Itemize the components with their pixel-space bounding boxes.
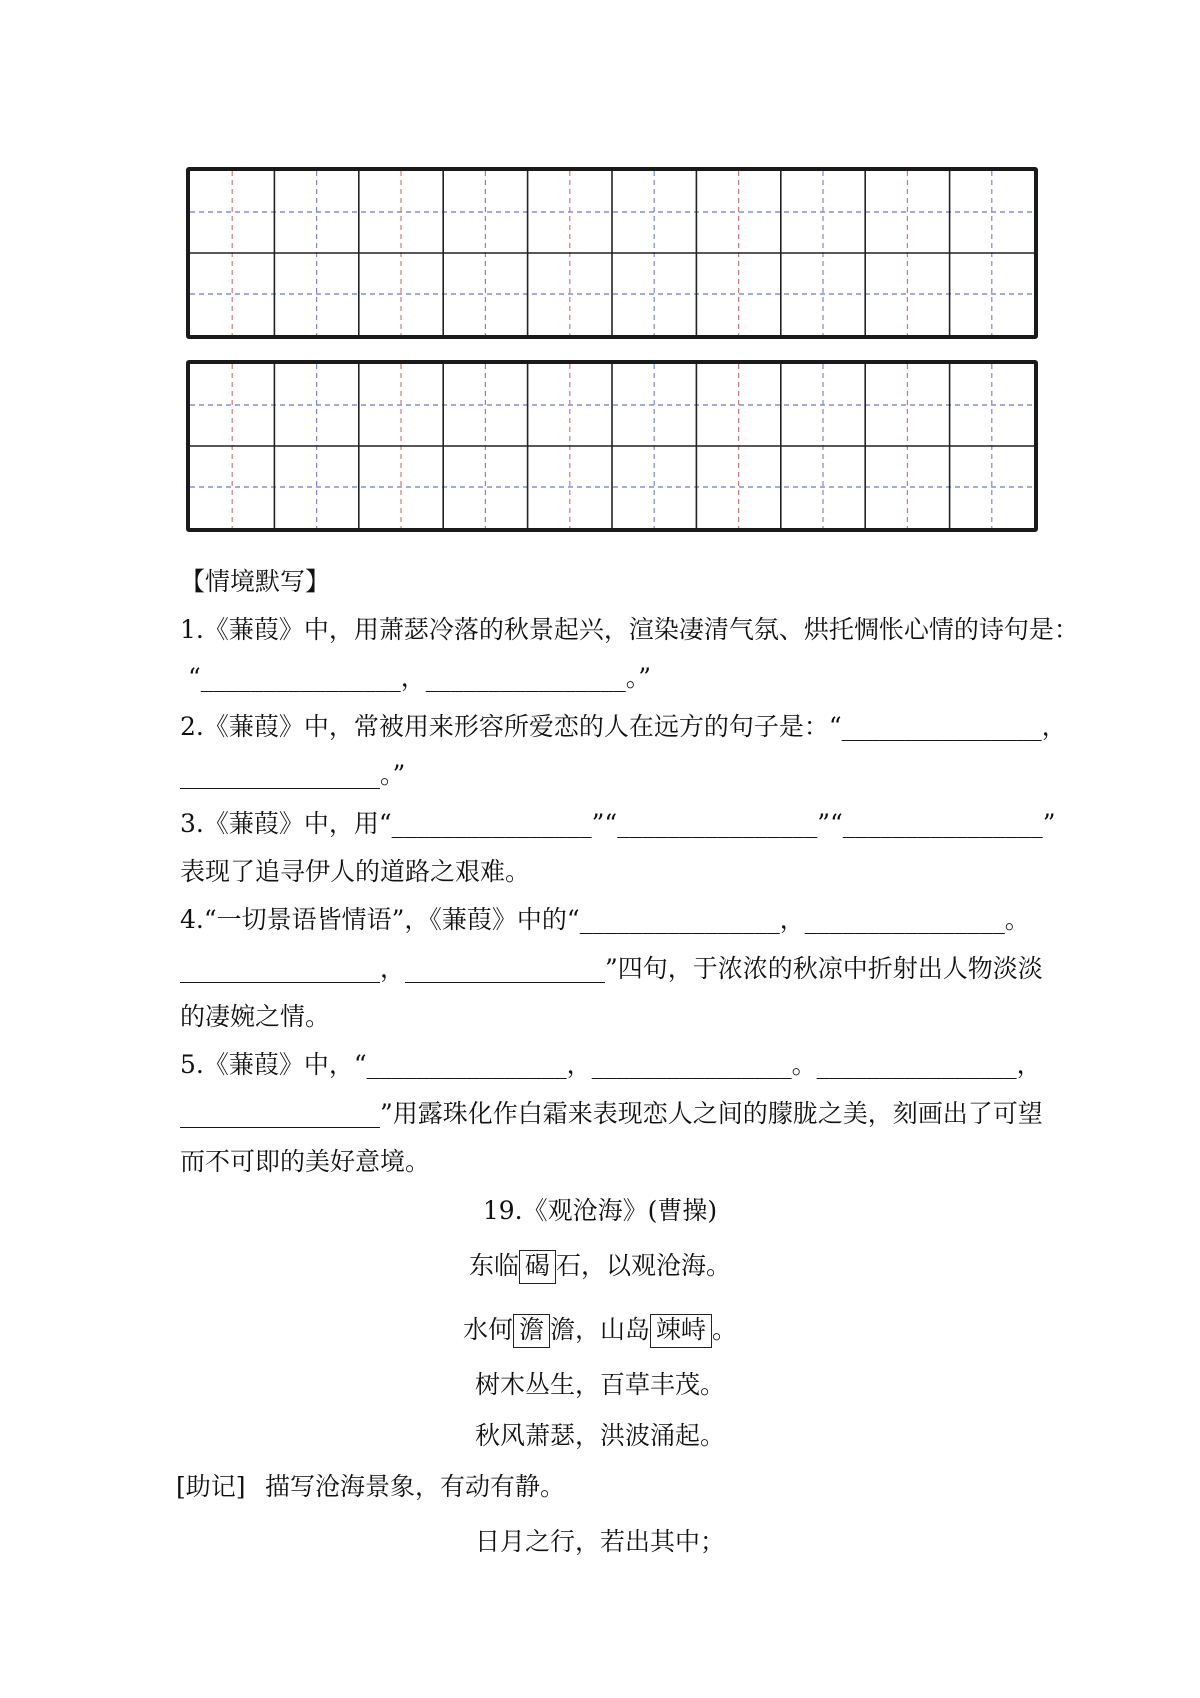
- poem-line-1-start: 东临: [468, 1251, 519, 1280]
- memo-text: 描写沧海景象，有动有静。: [265, 1472, 566, 1501]
- question-4-line-3: 的凄婉之情。: [180, 1002, 331, 1031]
- question-2-line-2: ________________。”: [180, 760, 406, 789]
- writing-grid-bottom: [186, 360, 1038, 532]
- question-1-line-2: “________________，________________。”: [188, 663, 652, 692]
- question-5-line-3: 而不可即的美好意境。: [180, 1147, 431, 1176]
- poem-keyword-box: 澹: [513, 1314, 550, 1348]
- question-3-line-2: 表现了追寻伊人的道路之艰难。: [180, 857, 531, 886]
- writing-grid-top: [186, 167, 1038, 339]
- poem-line-1-end: 石，以观沧海。: [556, 1251, 732, 1280]
- poem-line-4: 秋风萧瑟，洪波涌起。: [474, 1421, 725, 1450]
- poem-line-2-end: 。: [712, 1315, 738, 1344]
- poem-line-1: [0, 1250, 1200, 1284]
- question-5-line-2: ________________”用露珠化作白霜来表现恋人之间的朦胧之美，刻画出了可望: [180, 1099, 1043, 1128]
- grid-lines: [190, 171, 1034, 335]
- poem-title: 19.《观沧海》(曹操): [482, 1196, 718, 1225]
- poem-keyword-box: 碣: [519, 1250, 556, 1284]
- poem-line-2-middle: 澹，山岛: [549, 1315, 650, 1344]
- question-4-line-2: ________________，________________”四句，于浓浓的秋凉中折射出人物淡淡: [180, 954, 1043, 983]
- question-4-line-1: 4.“一切景语皆情语”，《蒹葭》中的“________________，________________。: [180, 905, 1030, 934]
- question-5-line-1: 5.《蒹葭》中，“________________，________________。________________，: [180, 1050, 1042, 1079]
- grid-lines: [190, 364, 1034, 528]
- question-2-line-1: 2.《蒹葭》中，常被用来形容所爱恋的人在远方的句子是：“________________，: [180, 712, 1067, 741]
- poem-keyword-box: 竦峙: [650, 1314, 712, 1348]
- poem-line-2-start: 水何: [462, 1315, 513, 1344]
- question-3-line-1: 3.《蒹葭》中，用“________________”“________________”“________________”: [180, 809, 1056, 838]
- question-1-line-1: 1.《蒹葭》中，用萧瑟冷落的秋景起兴，渲染凄清气氛、烘托惆怅心情的诗句是：: [180, 615, 1079, 644]
- poem-line-5: 日月之行，若出其中；: [474, 1527, 725, 1556]
- section-heading: 【情境默写】: [180, 567, 331, 596]
- poem-line-2: [0, 1314, 1200, 1348]
- poem-line-3: 树木丛生，百草丰茂。: [474, 1370, 725, 1399]
- memo-label: [助记]: [176, 1472, 246, 1501]
